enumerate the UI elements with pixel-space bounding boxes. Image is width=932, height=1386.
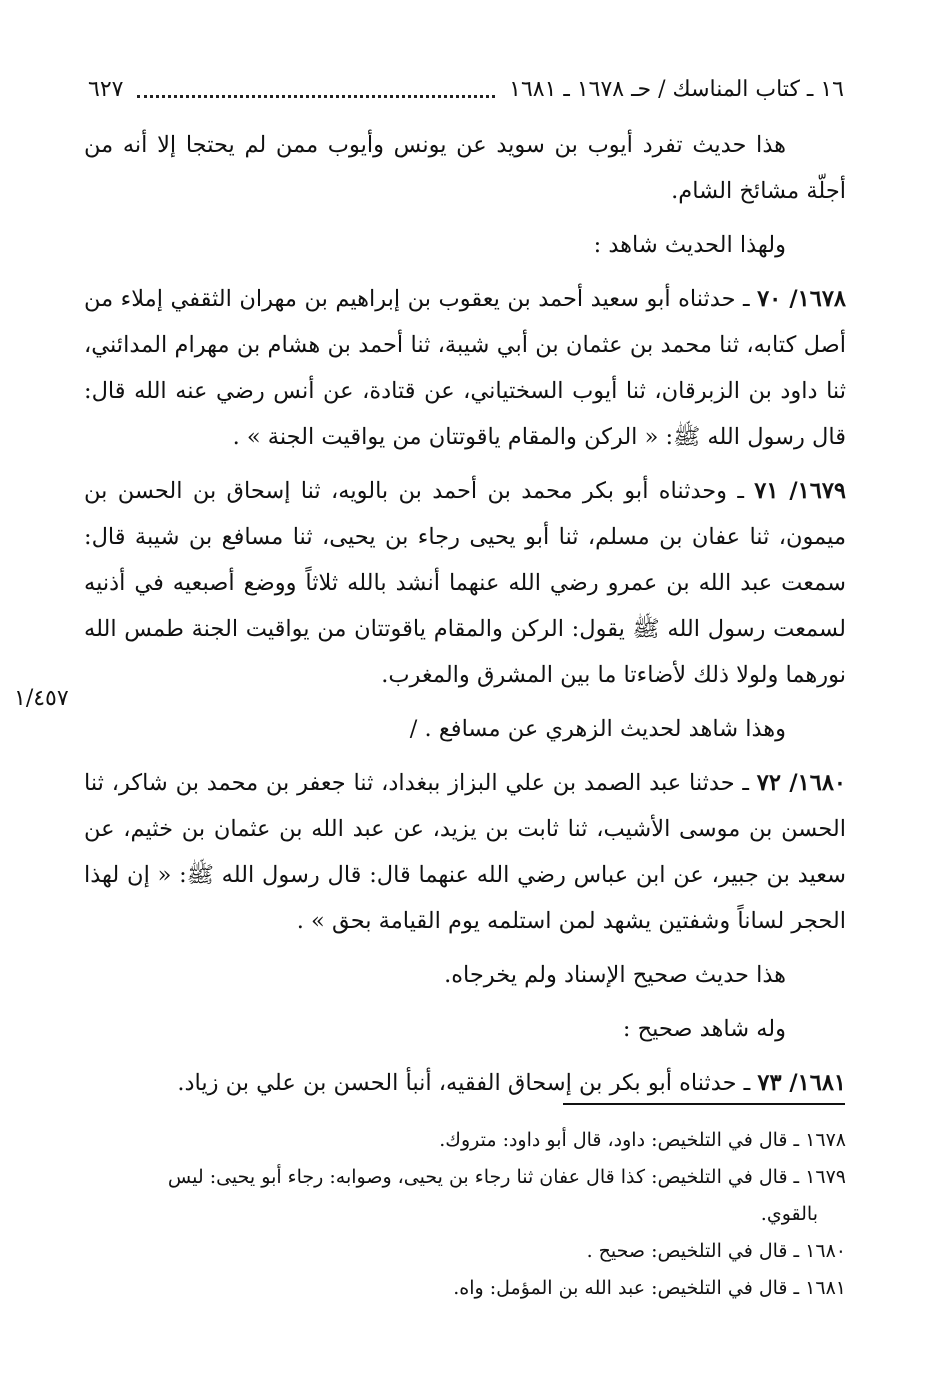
paragraph-text: هذا حديث تفرد أيوب بن سويد عن يونس وأيوب ممن لم يحتجا إلا أنه من أجلّة مشائخ الشام. bbox=[84, 132, 846, 204]
paragraph-text: وهذا شاهد لحديث الزهري عن مسافع . / bbox=[409, 716, 786, 742]
paragraph-text: ولهذا الحديث شاهد : bbox=[593, 232, 786, 258]
hadith-entry bbox=[84, 468, 846, 698]
header-title: ١٦ ـ كتاب المناسك / حـ ١٦٧٨ ـ ١٦٨١ bbox=[509, 76, 844, 102]
paragraph-text: هذا حديث صحيح الإسناد ولم يخرجاه. bbox=[444, 962, 786, 988]
running-header bbox=[88, 72, 844, 106]
margin-note: ١/٤٥٧ bbox=[14, 686, 69, 711]
footnotes bbox=[84, 1122, 846, 1307]
footnote: ١٦٨٠ ـ قال في التلخيص: صحيح . bbox=[586, 1240, 846, 1262]
footnote: ١٦٨١ ـ قال في التلخيص: عبد الله بن المؤمل: واه. bbox=[453, 1277, 846, 1299]
paragraph bbox=[84, 122, 846, 214]
page-number: ٦٢٧ bbox=[88, 76, 124, 102]
footnote-continuation: بالقوي. bbox=[760, 1203, 818, 1225]
footnote: ١٦٧٩ ـ قال في التلخيص: كذا قال عفان ثنا رجاء بن يحيى، وصوابه: رجاء أبو يحيى: ليس bbox=[167, 1166, 846, 1188]
hadith-text: ـ حدثناه أبو سعيد أحمد بن يعقوب بن إبراهيم بن مهران الثقفي إملاء من أصل كتابه، ثنا محمد بن عثمان بن أبي شيبة، ثنا أحمد بن هشام بن مهرام المدائني، ثنا داود بن الزبرقان، ثنا أيوب السختياني، عن قتادة، عن أنس رضي عنه الله قال: قال رسول الله ﷺ: « الركن والمقام ياقوتتان من يواقيت الجنة » . bbox=[84, 286, 846, 450]
hadith-number: ١٦٧٩/ ٧١ bbox=[754, 478, 846, 504]
header-dot-leader bbox=[137, 81, 495, 98]
hadith-entry bbox=[84, 760, 846, 944]
hadith-entry bbox=[84, 1060, 846, 1106]
hadith-number: ١٦٧٨/ ٧٠ bbox=[757, 286, 846, 312]
hadith-text: ـ حدثناه أبو بكر بن إسحاق الفقيه، أنبأ الحسن بن علي بن زياد. bbox=[177, 1070, 751, 1096]
paragraph-text: وله شاهد صحيح : bbox=[622, 1016, 786, 1042]
hadith-text: ـ حدثنا عبد الصمد بن علي البزاز ببغداد، ثنا جعفر بن محمد بن شاكر، ثنا الحسن بن موسى الأشيب، ثنا ثابت بن يزيد، عن عبد الله بن عثمان بن خثيم، عن سعيد بن جبير، عن ابن عباس رضي الله عنهما قال: قال رسول الله ﷺ: « إن لهذا الحجر لساناً وشفتين يشهد لمن استلمه يوم القيامة بحق » . bbox=[84, 770, 846, 934]
paragraph bbox=[84, 706, 846, 752]
paragraph bbox=[84, 1006, 846, 1052]
paragraph bbox=[84, 222, 846, 268]
hadith-number: ١٦٨٠/ ٧٢ bbox=[756, 770, 846, 796]
hadith-text: ـ وحدثناه أبو بكر محمد بن أحمد بن بالويه، ثنا إسحاق بن الحسن بن ميمون، ثنا عفان بن مسلم، ثنا أبو يحيى رجاء بن يحيى، ثنا مسافع بن شيبة قال: سمعت عبد الله بن عمرو رضي الله عنهما أنشد بالله ثلاثاً ووضع أصبعيه في أذنيه لسمعت رسول الله ﷺ يقول: الركن والمقام ياقوتتان من يواقيت الجنة طمس الله نورهما ولولا ذلك لأضاءتا ما بين المشرق والمغرب. bbox=[84, 478, 846, 688]
hadith-number: ١٦٨١/ ٧٣ bbox=[757, 1070, 846, 1096]
footnote-separator bbox=[563, 1103, 845, 1105]
main-text bbox=[84, 122, 846, 1114]
footnote: ١٦٧٨ ـ قال في التلخيص: داود، قال أبو داود: متروك. bbox=[439, 1129, 846, 1151]
paragraph bbox=[84, 952, 846, 998]
hadith-entry bbox=[84, 276, 846, 460]
